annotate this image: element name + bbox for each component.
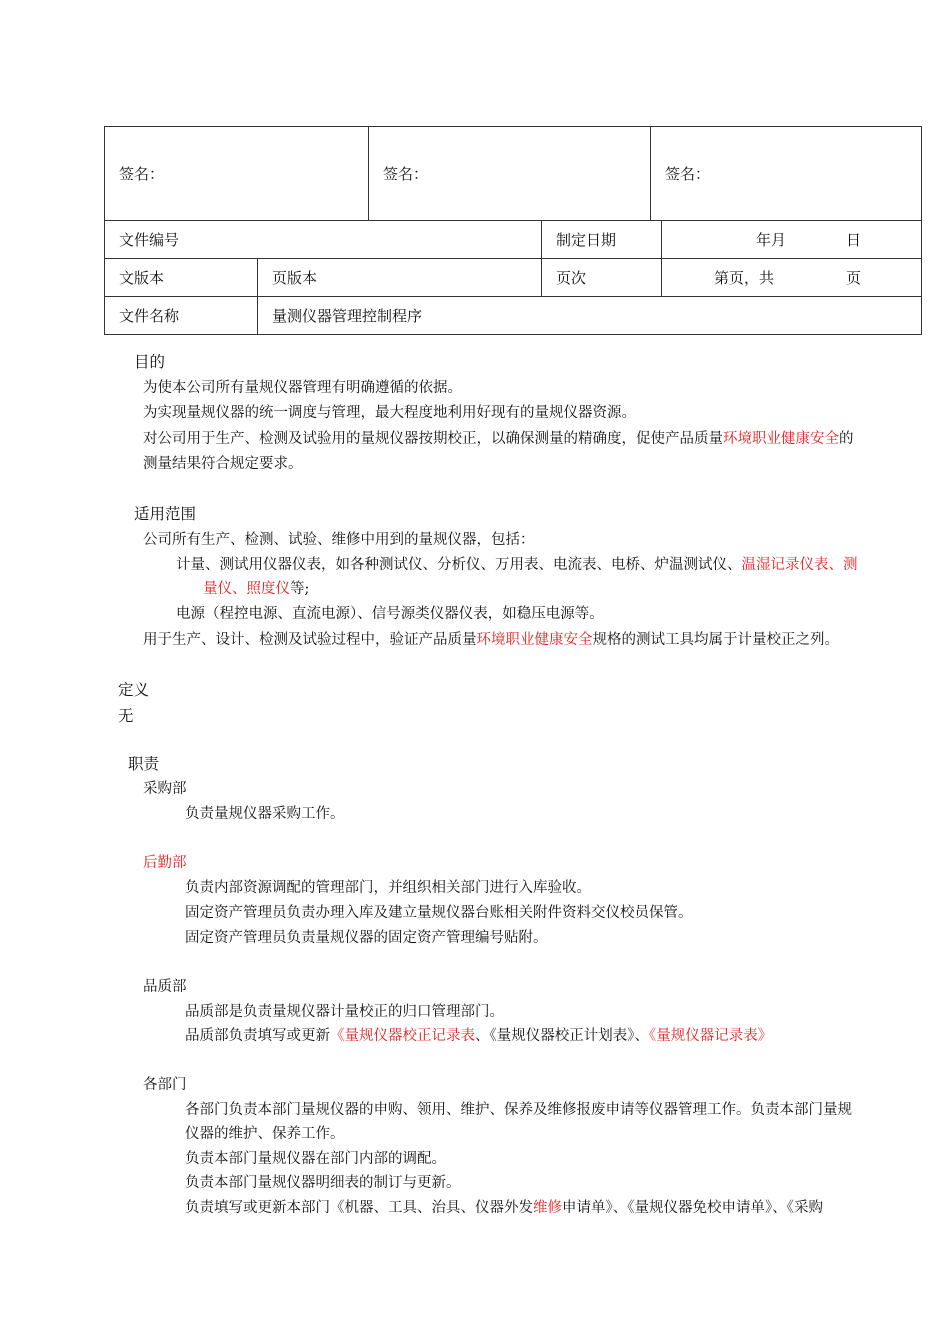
- scope-p2-a: 用于生产、设计、检测及试验过程中，验证产品质量: [143, 632, 477, 648]
- duties-heading: 职责: [128, 755, 160, 773]
- departments-p1-line2: 仪器的维护、保养工作。: [185, 1126, 345, 1142]
- version-label: 文版本: [105, 259, 258, 297]
- purpose-p3-b: 的: [839, 431, 854, 447]
- departments-p3: 负责本部门量规仪器明细表的制订与更新。: [185, 1175, 461, 1191]
- scope-p2-highlight: 环境职业健康安全: [476, 632, 593, 648]
- departments-p4-highlight: 维修: [533, 1200, 562, 1216]
- signature-cell-1: 签名：: [105, 127, 369, 221]
- scope-item2: 电源（程控电源、直流电源）、信号源类仪器仪表，如稳压电源等。: [176, 606, 604, 622]
- file-number-label: 文件编号: [105, 221, 542, 259]
- quality-p2-highlight-2: 《量规仪器记录表》: [649, 1028, 773, 1044]
- departments-p4-b: 申请单》、《量规仪器免校申请单》、《采购: [562, 1200, 823, 1216]
- departments-title: 各部门: [143, 1077, 187, 1093]
- definition-heading: 定义: [118, 681, 150, 699]
- purpose-p3-highlight: 环境职业健康安全: [723, 431, 839, 447]
- scope-p1: 公司所有生产、检测、试验、维修中用到的量规仪器，包括：: [143, 532, 535, 548]
- date-value: [662, 221, 922, 259]
- scope-p2-b: 规格的测试工具均属于计量校正之列。: [592, 632, 839, 648]
- signature-cell-2: 签名：: [369, 127, 651, 221]
- purchasing-p1: 负责量规仪器采购工作。: [185, 806, 345, 822]
- scope-item1-b: 等;: [290, 581, 310, 597]
- purpose-p3-line2: 测量结果符合规定要求。: [143, 456, 303, 472]
- purpose-p3: [143, 428, 854, 450]
- date-day: 日: [846, 231, 862, 249]
- logistics-p1: 负责内部资源调配的管理部门，并组织相关部门进行入库验收。: [185, 880, 591, 896]
- scope-p2: [143, 629, 839, 651]
- purpose-heading: 目的: [134, 353, 166, 371]
- scope-heading: 适用范围: [134, 505, 197, 523]
- quality-title: 品质部: [143, 979, 187, 995]
- page-value-b: 页: [846, 269, 862, 287]
- scope-item1-highlight: 温湿记录仪表、测: [741, 557, 858, 573]
- page-value: [662, 259, 922, 297]
- date-label: 制定日期: [542, 221, 662, 259]
- purchasing-title: 采购部: [143, 781, 187, 797]
- logistics-title: 后勤部: [143, 855, 187, 871]
- departments-p2: 负责本部门量规仪器在部门内部的调配。: [185, 1151, 446, 1167]
- quality-p2-b: 、《量规仪器校正计划表》、: [475, 1028, 649, 1044]
- logistics-p2: 固定资产管理员负责办理入库及建立量规仪器台账相关附件资料交仪校员保管。: [185, 905, 693, 921]
- purpose-p2: 为实现量规仪器的统一调度与管理，最大程度地利用好现有的量规仪器资源。: [143, 405, 636, 421]
- departments-p4: [185, 1197, 823, 1219]
- logistics-p3: 固定资产管理员负责量规仪器的固定资产管理编号贴附。: [185, 930, 548, 946]
- meta-table: [104, 220, 922, 335]
- page-value-a: 第页，共: [713, 269, 774, 287]
- signature-cell-3: 签名：: [651, 127, 922, 221]
- quality-p2: [185, 1025, 772, 1047]
- page-version-label: 页版本: [258, 259, 542, 297]
- file-name-label: 文件名称: [105, 297, 258, 335]
- file-name-value: 量测仪器管理控制程序: [258, 297, 922, 335]
- signature-table: [104, 126, 922, 221]
- quality-p2-a: 品质部负责填写或更新: [185, 1028, 330, 1044]
- purpose-p1: 为使本公司所有量规仪器管理有明确遵循的依据。: [143, 380, 462, 396]
- date-year-month: 年月: [755, 231, 786, 249]
- scope-item1-highlight-2: 量仪、照度仪: [203, 581, 290, 597]
- definition-text: 无: [118, 707, 134, 725]
- purpose-p3-a: 对公司用于生产、检测及试验用的量规仪器按期校正，以确保测量的精确度，促使产品质量: [143, 431, 723, 447]
- quality-p1: 品质部是负责量规仪器计量校正的归口管理部门。: [185, 1004, 504, 1020]
- departments-p1: 各部门负责本部门量规仪器的申购、领用、维护、保养及维修报废申请等仪器管理工作。负责本部门量规: [185, 1102, 852, 1118]
- scope-item1: [176, 554, 858, 576]
- scope-item1-a: 计量、测试用仪器仪表，如各种测试仪、分析仪、万用表、电流表、电桥、炉温测试仪、: [176, 557, 742, 573]
- document-header-table: [104, 126, 921, 335]
- scope-item1-line2: [203, 578, 309, 600]
- quality-p2-highlight-1: 《量规仪器校正记录表: [330, 1028, 475, 1044]
- page-label: 页次: [542, 259, 662, 297]
- departments-p4-a: 负责填写或更新本部门《机器、工具、治具、仪器外发: [185, 1200, 533, 1216]
